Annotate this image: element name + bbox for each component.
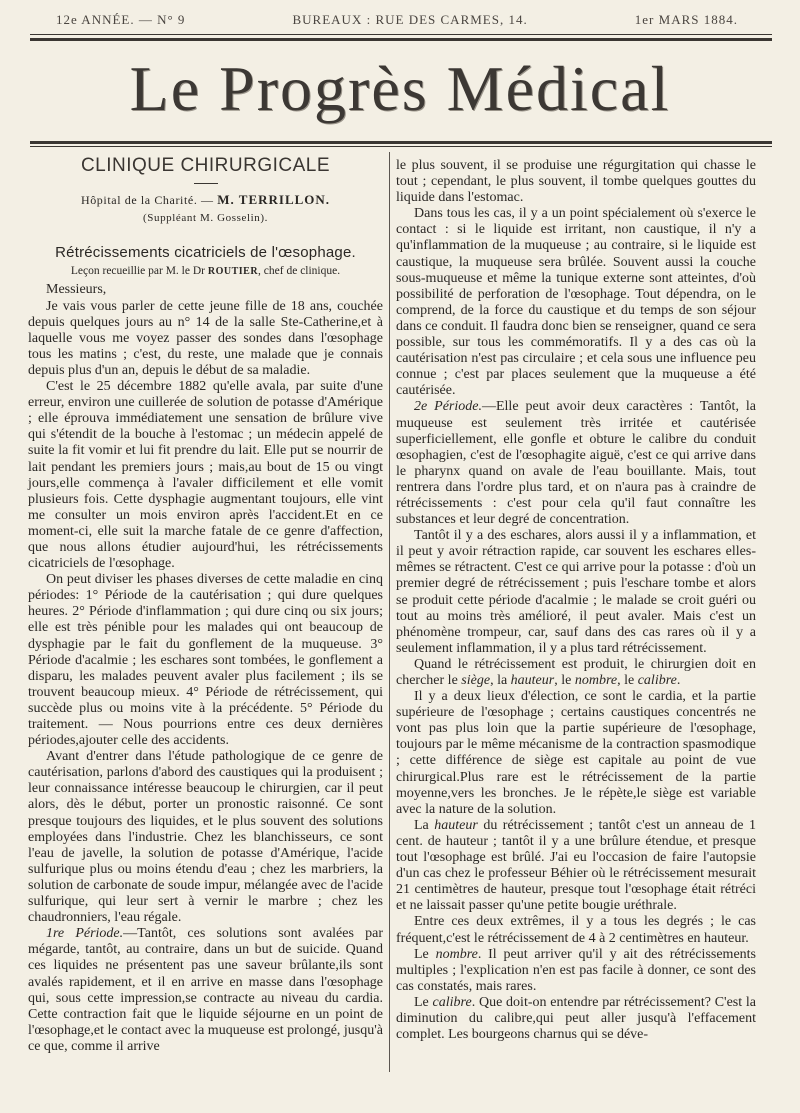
- lesson-credit: [28, 263, 383, 280]
- section-heading: CLINIQUE CHIRURGICALE: [80, 155, 331, 176]
- paragraph: Avant d'entrer dans l'étude pathologique de ce genre de cautérisation, parlons d'abord des caustiques qui la produisent ; leur connaissance intéresse beaucoup le chirurgien, car il peut alors, dès le début, porter un pronostic raisonné. Ce sont presque toujours des liquides, et le plus souvent des solutions employées dans l'industrie. Chez les blanchisseurs, ce sont l'eau de javelle, la solution de potasse d'Amérique, l'acide sulfurique plus ou moins étendu d'eau ; chez les marbriers, la solution de carbonate de soude impur, mélangée avec de l'acide sulfurique, qui leur sert à vernir le marbre ; chez les chaudronniers, l'eau régale.: [28, 749, 383, 926]
- right-column: [396, 158, 756, 1043]
- paragraph: Quand le rétrécissement est produit, le chirurgien doit en chercher le siège, la hauteur, le nombre, le calibre.: [396, 656, 756, 688]
- paragraph: 2e Période.—Elle peut avoir deux caractères : Tantôt, la muqueuse est seulement très irritée et cautérisée superficiellement, elle gonfle et obture le calibre du conduit œsophagien, c'est de l'œsophagite aiguë, c'est ce qui arrive dans le pharynx quand on avale de l'eau bouillante. Mais, tout rentrera dans l'ordre plus tard, et on n'aura pas à craindre de rétrécissements : c'est pour cela qu'il faut connaître les substances et leur degré de concentration.: [396, 399, 756, 528]
- hospital-line: [28, 192, 383, 208]
- paragraph: La hauteur du rétrécissement ; tantôt c'est un anneau de 1 cent. de hauteur ; tantôt il y a une brûlure étendue, et presque tout l'œsophage est brûlé. J'ai eu l'occasion de faire l'autopsie d'un cas chez le professeur Béhier où le rétrécissement mesurait 21 centimètres de hauteur, presque tout l'œsophage était rétréci et ne laissait passer qu'une petite bougie uréthrale.: [396, 817, 757, 914]
- masthead-rule-bottom-thick: [30, 141, 772, 144]
- salutation: Messieurs,: [46, 282, 107, 298]
- paragraph: On peut diviser les phases diverses de cette maladie en cinq périodes: 1° Période de la cautérisation ; qui dure quelques heures. 2° Période d'inflammation ; qui dure cinq ou six jours; elle est très pénible pour les malades qui ont beaucoup de dysphagie par le fait du gonflement de la muqueuse. 3° Période d'acalmie ; les eschares sont tombées, le gonflement a disparu, les malades peuvent avaler plus facilement ; ils se trouvent beaucoup mieux. 4° Période de rétrécissement, qui succède plus ou moins vite à la précédente. 5° Période du traitement. — Nous pourrions entre ces deux dernières périodes,ajouter celle des accidents.: [28, 572, 383, 749]
- office-address: BUREAUX : RUE DES CARMES, 14.: [292, 12, 528, 27]
- issue-number: 12e ANNÉE. — N° 9: [56, 12, 186, 27]
- masthead: [0, 0, 800, 150]
- paragraph: 1re Période.—Tantôt, ces solutions sont avalées par mégarde, tantôt, au contraire, dans un but de suicide. Quand ces liquides ne présentent pas une saveur brûlante,ils sont avalés rapidement, et il en arrive en masse dans l'œsophage qui, sous cette impression,se contracte au niveau du cardia. Cette contraction fait que le liquide séjourne en un point de l'œsophage,et le contact avec la muqueuse est prolongé, jusqu'à ce que, comme il arrive: [28, 926, 383, 1054]
- lesson-prefix: Leçon recueillie par M. le Dr: [70, 265, 205, 278]
- journal-title: Le Progrès Médical: [129, 53, 671, 124]
- masthead-rule-bottom-thin: [30, 146, 772, 147]
- masthead-topline: [56, 12, 738, 28]
- left-column: [28, 152, 383, 1055]
- author-name: M. TERRILLON.: [217, 192, 331, 208]
- paragraph: Il y a deux lieux d'élection, ce sont le cardia, et la partie supérieure de l'œsophage ; certains caustiques concentrés ne vont pas plus loin que la partie supérieure de l'œsophage, toujours par le même mécanisme de la contraction spasmodique ; cette différence de siège est capitale au point de vue chirurgical.Plus rare est le rétrécissement de la partie moyenne,vers les bronches. Je le répète,le siège est variable avec la nature de la solution.: [396, 689, 756, 817]
- paragraph: Entre ces deux extrêmes, il y a tous les degrés ; le cas fréquent,c'est le rétrécissement de 4 à 2 centimètres en hauteur.: [396, 914, 756, 946]
- paragraph: Dans tous les cas, il y a un point spécialement où s'exerce le contact : si le liquide est irritant, non caustique, il n'y a qu'inflammation de la muqueuse ; au contraire, si le liquide est caustique, la muqueuse sera brûlée. Souvent aussi la couche sous-muqueuse et même la tunique externe sont atteintes, d'où possibilité de perforation de l'œsophage. Tout dépendra, on le comprend, de la force du caustique et du temps de son séjour dans ce conduit. Il faudra donc bien se renseigner, quand ce sera possible, sur tous les commémoratifs. Il y a des cas où la cautérisation n'est pas circulaire ; et cela sous une influence peu connue ; c'est par places seulement que la muqueuse a été cautérisée.: [396, 206, 756, 399]
- hospital-name: Hôpital de la Charité. —: [80, 193, 214, 208]
- period-label: 2e Période.: [414, 399, 482, 415]
- lesson-suffix: , chef de clinique.: [258, 265, 341, 278]
- paragraph: Je vais vous parler de cette jeune fille de 18 ans, couchée depuis quelques jours au n° 14 de la salle Ste-Catherine,et à laquelle vous me voyez passer des sondes dans l'œsophage tous les matins ; c'est, du reste, une malade que je connais depuis plus d'un an, depuis le début de sa maladie.: [28, 298, 383, 378]
- paragraph: Tantôt il y a des eschares, alors aussi il y a inflammation, et il peut y avoir rétraction rapide, car souvent les eschares elles-mêmes se rétractent. C'est ce qui arrive pour la potasse : d'où un premier degré de rétrécissement ; puis l'eschare tombe et alors se produit cette période d'acalmie ; le malade se croit guéri ou tout au moins très amélioré, il peut avaler. Mais c'est un phénomène trompeur, car, sauf dans des cas rares où il y a seulement inflammation, il y a plus tard rétrécissement.: [396, 528, 756, 656]
- period-label: 1re Période.: [46, 926, 124, 942]
- section-dash: [194, 183, 218, 184]
- paragraph: C'est le 25 décembre 1882 qu'elle avala, par suite d'une erreur, environ une cuillerée de solution de potasse d'Amérique ; elle éprouva immédiatement une sensation de brûlure vive qui s'étendit de la bouche à l'estomac ; un médecin appelé de suite la fit vomir et lui fit prendre du lait. Elle put se nourrir de lait pendant les premiers jours ; mais,au bout de 15 ou vingt jours,elle commença à l'avaler difficilement et elle vomit plusieurs fois. Cette dysphagie augmentant toujours, elle vint me consulter un mois environ après l'accident.Et en ce moment-ci, elle suit la marche fatale de ce genre d'affection, que nous allons étudier aujourd'hui, les rétrécissements cicatriciels de l'œsophage.: [28, 379, 383, 572]
- paragraph: Le nombre. Il peut arriver qu'il y ait des rétrécissements multiples ; l'explication n'en est pas facile à donner, ce sont des cas constatés, mais rares.: [396, 946, 757, 994]
- article-title: Rétrécissements cicatriciels de l'œsophage.: [55, 244, 356, 262]
- issue-date: 1er MARS 1884.: [634, 12, 738, 27]
- masthead-rule-top-thin: [30, 34, 772, 35]
- lesson-author: ROUTIER: [207, 266, 259, 278]
- paragraph: Le calibre. Que doit-on entendre par rétrécissement? C'est la diminution du calibre,qui peut aller jusqu'à l'effacement complet. Les bourgeons charnus qui se déve-: [396, 994, 757, 1043]
- column-divider: [389, 152, 390, 1072]
- masthead-rule-top-thick: [30, 38, 772, 41]
- paragraph: le plus souvent, il se produise une régurgitation qui chasse le tout ; cependant, le plus souvent, il tombe quelques gouttes du liquide dans l'estomac.: [396, 158, 756, 206]
- suppleant-line: (Suppléant M. Gosselin).: [142, 212, 268, 225]
